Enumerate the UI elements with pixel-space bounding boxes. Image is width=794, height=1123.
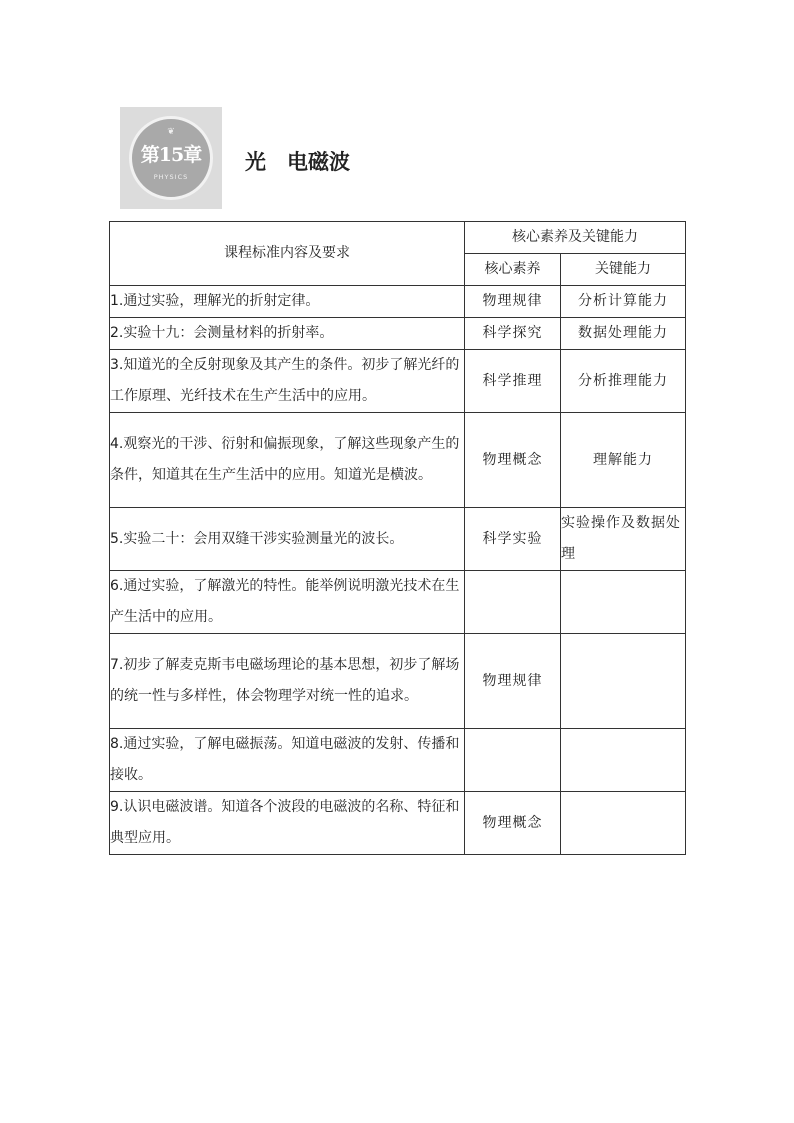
core-literacy-cell: 物理概念 xyxy=(465,413,561,508)
core-literacy-cell: 物理概念 xyxy=(465,792,561,855)
ornament-icon: ❦ xyxy=(167,127,175,137)
chapter-badge-emblem xyxy=(129,116,213,200)
key-ability-cell: 数据处理能力 xyxy=(561,318,686,350)
key-ability-cell: 实验操作及数据处理 xyxy=(561,508,686,571)
chapter-title: 光 电磁波 xyxy=(245,149,350,174)
requirement-cell: 3.知道光的全反射现象及其产生的条件。初步了解光纤的工作原理、光纤技术在生产生活中的应用。 xyxy=(110,350,465,413)
requirement-cell: 8.通过实验，了解电磁振荡。知道电磁波的发射、传播和接收。 xyxy=(110,729,465,792)
table-row xyxy=(110,318,686,350)
header-competency-group: 核心素养及关键能力 xyxy=(465,222,686,254)
table-row xyxy=(110,350,686,413)
core-literacy-cell xyxy=(465,571,561,634)
chapter-badge xyxy=(120,107,222,209)
key-ability-cell xyxy=(561,792,686,855)
key-ability-cell: 分析推理能力 xyxy=(561,350,686,413)
table-row xyxy=(110,792,686,855)
table-row xyxy=(110,413,686,508)
core-literacy-cell: 科学实验 xyxy=(465,508,561,571)
core-literacy-cell: 科学探究 xyxy=(465,318,561,350)
requirement-cell: 9.认识电磁波谱。知道各个波段的电磁波的名称、特征和典型应用。 xyxy=(110,792,465,855)
table-row xyxy=(110,286,686,318)
requirement-cell: 1.通过实验，理解光的折射定律。 xyxy=(110,286,465,318)
key-ability-cell xyxy=(561,634,686,729)
table-row xyxy=(110,508,686,571)
requirement-cell: 6.通过实验，了解激光的特性。能举例说明激光技术在生产生活中的应用。 xyxy=(110,571,465,634)
core-literacy-cell: 物理规律 xyxy=(465,634,561,729)
table-row xyxy=(110,729,686,792)
key-ability-cell xyxy=(561,571,686,634)
key-ability-cell: 理解能力 xyxy=(561,413,686,508)
core-literacy-cell xyxy=(465,729,561,792)
header-requirements: 课程标准内容及要求 xyxy=(110,222,465,286)
badge-subtitle: PHYSICS xyxy=(153,173,189,181)
core-literacy-cell: 科学推理 xyxy=(465,350,561,413)
requirements-table xyxy=(109,221,686,855)
requirement-cell: 5.实验二十：会用双缝干涉实验测量光的波长。 xyxy=(110,508,465,571)
header-key-ability: 关键能力 xyxy=(561,254,686,286)
key-ability-cell: 分析计算能力 xyxy=(561,286,686,318)
key-ability-cell xyxy=(561,729,686,792)
header-core-literacy: 核心素养 xyxy=(465,254,561,286)
core-literacy-cell: 物理规律 xyxy=(465,286,561,318)
chapter-number: 第15章 xyxy=(140,144,202,166)
table-row xyxy=(110,634,686,729)
table-row xyxy=(110,571,686,634)
requirement-cell: 7.初步了解麦克斯韦电磁场理论的基本思想，初步了解场的统一性与多样性，体会物理学对统一性的追求。 xyxy=(110,634,465,729)
requirement-cell: 2.实验十九：会测量材料的折射率。 xyxy=(110,318,465,350)
requirement-cell: 4.观察光的干涉、衍射和偏振现象，了解这些现象产生的条件，知道其在生产生活中的应用。知道光是横波。 xyxy=(110,413,465,508)
